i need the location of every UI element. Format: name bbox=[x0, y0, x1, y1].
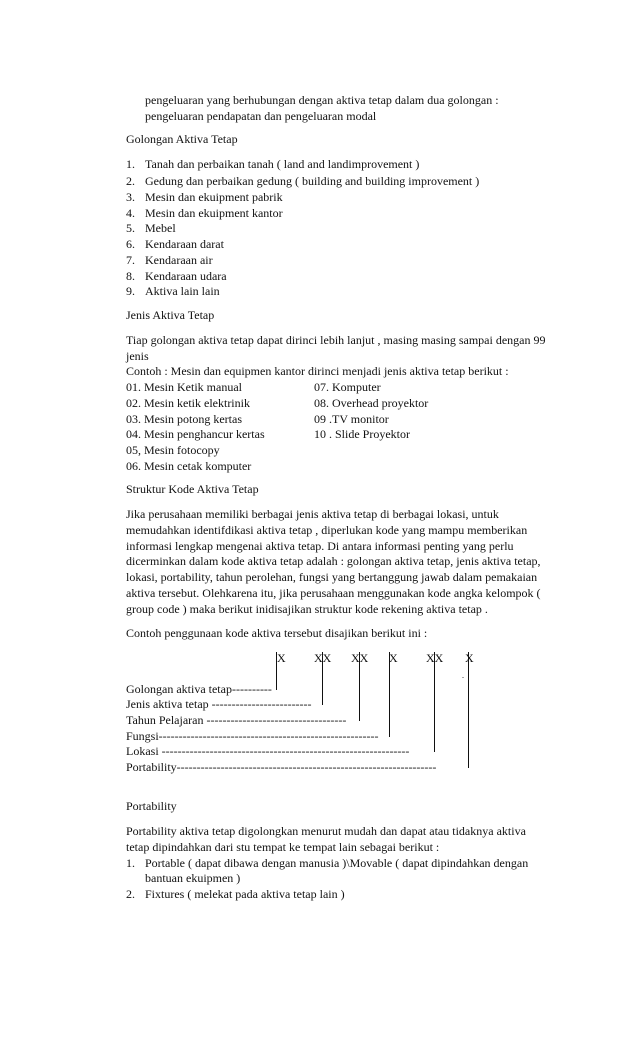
list-item: Portable ( dapat dibawa dengan manusia )\Movable ( dapat dipindahkan dengan bbox=[145, 856, 529, 870]
list-number: 6. bbox=[126, 237, 135, 251]
list-item: Kendaraan air bbox=[145, 253, 213, 267]
list-item-continuation: bantuan ekuipmen ) bbox=[145, 871, 241, 885]
list-item: 05, Mesin fotocopy bbox=[126, 443, 220, 457]
connector-line bbox=[322, 652, 323, 705]
list-item: 09 .TV monitor bbox=[314, 412, 389, 426]
intro-line: pengeluaran pendapatan dan pengeluaran modal bbox=[145, 109, 377, 123]
list-number: 9. bbox=[126, 284, 135, 298]
code-dot: . bbox=[462, 671, 464, 680]
paragraph-line: tetap dipindahkan dari stu tempat ke tempat lain sebagai berikut : bbox=[126, 840, 440, 854]
code-label: Portability----------------------------------------------------------------- bbox=[126, 760, 437, 774]
list-item: Mebel bbox=[145, 221, 176, 235]
paragraph-line: informasi lengkap mengenai aktiva tetap. Di antara informasi penting yang perlu bbox=[126, 539, 514, 553]
list-number: 4. bbox=[126, 206, 135, 220]
section-heading-portability: Portability bbox=[126, 799, 177, 813]
list-item: Kendaraan udara bbox=[145, 269, 227, 283]
list-item: 06. Mesin cetak komputer bbox=[126, 459, 252, 473]
section-heading-jenis: Jenis Aktiva Tetap bbox=[126, 308, 215, 322]
code-segment-jenis: XX bbox=[314, 651, 332, 665]
list-item: Aktiva lain lain bbox=[145, 284, 220, 298]
list-item: Kendaraan darat bbox=[145, 237, 224, 251]
list-number: 1. bbox=[126, 856, 135, 870]
paragraph-line: jenis bbox=[126, 349, 149, 363]
code-segment-golongan: X bbox=[277, 651, 286, 665]
list-item: 02. Mesin ketik elektrinik bbox=[126, 396, 250, 410]
list-item: Mesin dan ekuipment kantor bbox=[145, 206, 283, 220]
paragraph-line: Contoh : Mesin dan equipmen kantor dirinci menjadi jenis aktiva tetap berikut : bbox=[126, 364, 509, 378]
list-number: 7. bbox=[126, 253, 135, 267]
paragraph-line: aktiva tersebut. Olehkarena itu, jika perusahaan menggunakan kode angka kelompok ( bbox=[126, 586, 541, 600]
paragraph-line: memudahkan identifdikasi aktiva tetap , diperlukan kode yang mampu memberikan bbox=[126, 523, 528, 537]
code-label: Lokasi -------------------------------------------------------------- bbox=[126, 744, 410, 758]
section-heading-struktur: Struktur Kode Aktiva Tetap bbox=[126, 482, 259, 496]
list-item: 08. Overhead proyektor bbox=[314, 396, 429, 410]
code-segment-lokasi: XX bbox=[426, 651, 444, 665]
connector-line bbox=[359, 652, 360, 721]
contoh-line: Contoh penggunaan kode aktiva tersebut disajikan berikut ini : bbox=[126, 626, 428, 640]
paragraph-line: Jika perusahaan memiliki berbagai jenis aktiva tetap di berbagai lokasi, untuk bbox=[126, 507, 499, 521]
code-label: Jenis aktiva tetap ------------------------- bbox=[126, 697, 312, 711]
list-item: 04. Mesin penghancur kertas bbox=[126, 427, 265, 441]
connector-line bbox=[468, 652, 469, 768]
code-segment-portability: X bbox=[465, 651, 474, 665]
list-item: 01. Mesin Ketik manual bbox=[126, 380, 242, 394]
code-segment-fungsi: X bbox=[389, 651, 398, 665]
code-label: Golongan aktiva tetap---------- bbox=[126, 682, 272, 696]
list-number: 2. bbox=[126, 887, 135, 901]
list-item: Fixtures ( melekat pada aktiva tetap lain ) bbox=[145, 887, 345, 901]
list-item: Mesin dan ekuipment pabrik bbox=[145, 190, 283, 204]
code-segment-tahun: XX bbox=[351, 651, 369, 665]
paragraph-line: dicerminkan dalam kode aktiva tetap adalah : golongan aktiva tetap, jenis aktiva tetap, bbox=[126, 554, 541, 568]
list-item: 10 . Slide Proyektor bbox=[314, 427, 410, 441]
list-number: 1. bbox=[126, 157, 135, 171]
list-number: 2. bbox=[126, 174, 135, 188]
list-number: 5. bbox=[126, 221, 135, 235]
connector-line bbox=[389, 652, 390, 737]
paragraph-line: Portability aktiva tetap digolongkan menurut mudah dan dapat atau tidaknya aktiva bbox=[126, 824, 526, 838]
intro-line: pengeluaran yang berhubungan dengan aktiva tetap dalam dua golongan : bbox=[145, 93, 499, 107]
connector-line bbox=[276, 652, 277, 690]
section-heading-golongan: Golongan Aktiva Tetap bbox=[126, 132, 238, 146]
paragraph-line: group code ) maka berikut inidisajikan struktur kode rekening aktiva tetap . bbox=[126, 602, 488, 616]
list-item: Tanah dan perbaikan tanah ( land and landimprovement ) bbox=[145, 157, 420, 171]
list-item: 03. Mesin potong kertas bbox=[126, 412, 242, 426]
paragraph-line: Tiap golongan aktiva tetap dapat dirinci lebih lanjut , masing masing sampai dengan 99 bbox=[126, 333, 546, 347]
list-number: 8. bbox=[126, 269, 135, 283]
paragraph-line: lokasi, portability, tahun perolehan, fungsi yang bertanggung jawab dalam pemakaian bbox=[126, 570, 538, 584]
list-number: 3. bbox=[126, 190, 135, 204]
list-item: Gedung dan perbaikan gedung ( building and building improvement ) bbox=[145, 174, 480, 188]
connector-line bbox=[434, 652, 435, 752]
list-item: 07. Komputer bbox=[314, 380, 381, 394]
code-label: Tahun Pelajaran ----------------------------------- bbox=[126, 713, 347, 727]
code-label: Fungsi------------------------------------------------------- bbox=[126, 729, 379, 743]
